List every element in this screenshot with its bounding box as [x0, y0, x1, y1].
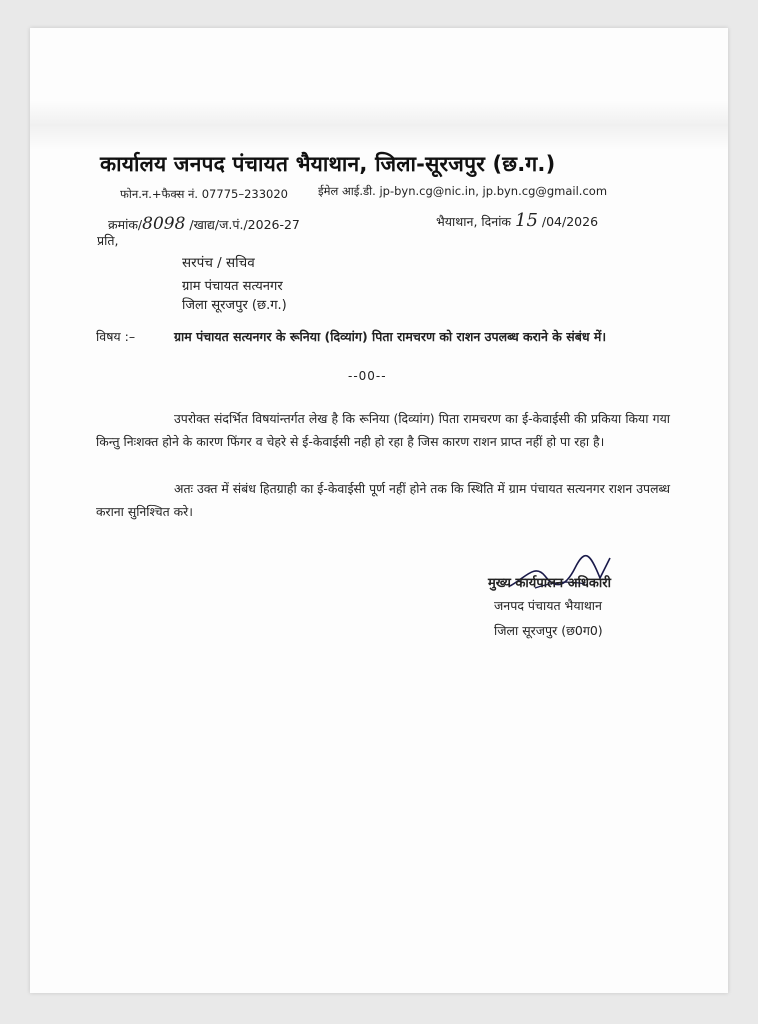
- subject-label: विषय :–: [96, 329, 136, 344]
- reference-suffix: /खाद्य/ज.पं./2026-27: [185, 217, 300, 232]
- signatory-office: जनपद पंचायत भैयाथान: [494, 598, 602, 613]
- signatory-designation: मुख्य कार्यपालन अधिकारी: [488, 576, 611, 591]
- reference-prefix: क्रमांक/: [108, 217, 143, 232]
- place-date: [436, 210, 598, 231]
- reference-handwritten-number: 8098: [142, 214, 186, 234]
- recipient-line-2: ग्राम पंचायत सत्यनगर: [182, 279, 283, 294]
- separator: --00--: [348, 369, 387, 383]
- body-paragraph-2: अतः उक्त में संबंध हितग्राही का ई-केवाईसी पूर्ण नहीं होने तक कि स्थिति में ग्राम पंचायत सत्यनगर राशन उपलब्ध कराना सुनिश्चित करे।: [96, 481, 670, 519]
- letterhead-email: ईमेल आई.डी. jp-byn.cg@nic.in, jp.byn.cg@gmail.com: [318, 184, 608, 198]
- place-date-label: भैयाथान, दिनांक: [436, 214, 516, 229]
- body-paragraph-1: उपरोक्त संदर्भित विषयांन्तर्गत लेख है कि रूनिया (दिव्यांग) पिता रामचरण का ई-केवाईसी की प्रकिया किया गया किन्तु निःशक्त होने के कारण फिंगर व चेहरे से ई-केवाईसी नही हो रहा है जिस कारण राशन प्राप्त नहीं हो पा रहा है।: [96, 411, 670, 449]
- handwritten-day: 15: [515, 210, 538, 231]
- prati-label: प्रति,: [97, 233, 119, 248]
- signatory-district: जिला सूरजपुर (छ0ग0): [494, 623, 603, 638]
- subject-text: ग्राम पंचायत सत्यनगर के रूनिया (दिव्यांग) पिता रामचरण को राशन उपलब्ध कराने के संबंध में।: [174, 329, 607, 344]
- recipient-line-1: सरपंच / सचिव: [182, 255, 255, 271]
- letterhead-phone: फोन.न.+फैक्स नं. 07775–233020: [120, 187, 288, 201]
- month-year: /04/2026: [537, 214, 599, 229]
- reference-number: [108, 214, 300, 234]
- letterhead-title: कार्यालय जनपद पंचायत भैयाथान, जिला-सूरजपुर (छ.ग.): [100, 152, 556, 176]
- recipient-line-3: जिला सूरजपुर (छ.ग.): [182, 298, 287, 313]
- paper-fold-shadow: [30, 100, 728, 150]
